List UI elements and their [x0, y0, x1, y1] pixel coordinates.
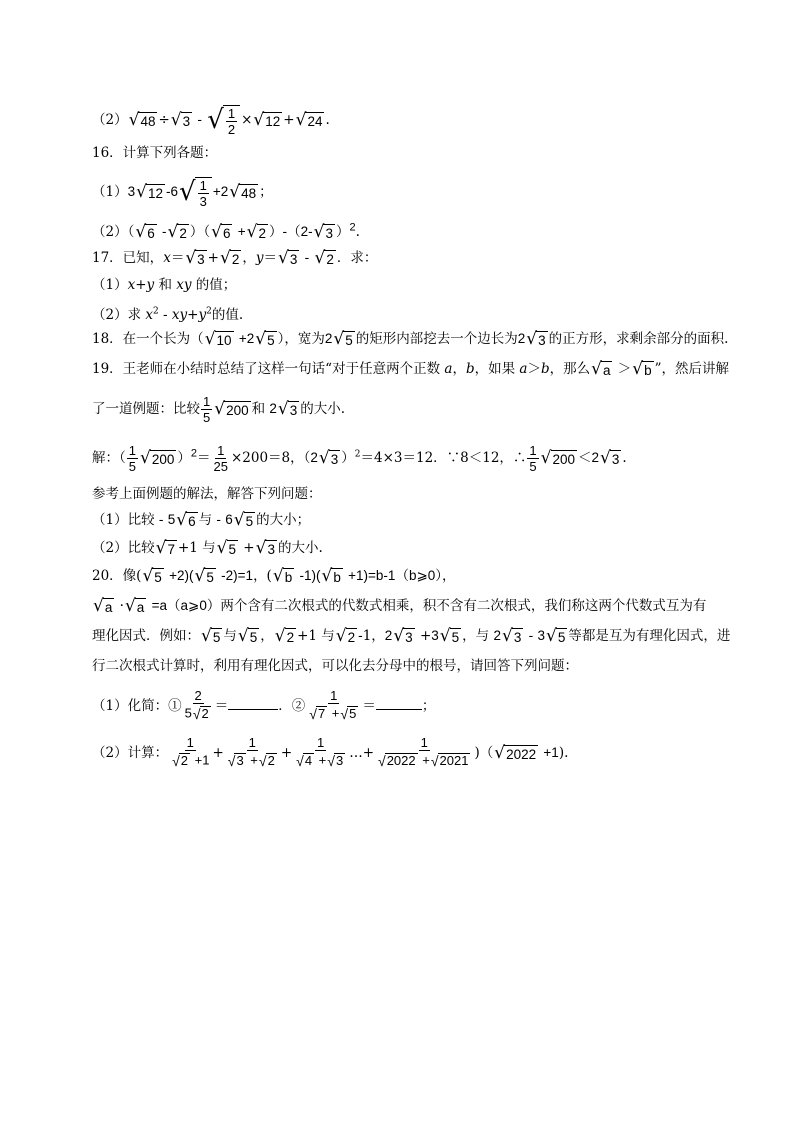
q19-part1: （1）比较 - 5 √ 6 与 - 6 √ 5 的大小；	[92, 510, 311, 530]
q20-blank-1[interactable]	[228, 697, 278, 710]
q20-line1: 20．像( √ 5 +2)( √ 5 -2)=1，( √ b -1)( √ b +1)=b-1（b⩾0），	[92, 566, 456, 586]
q19-solution: 解：（ $\frac{1}{5}$ √ 200 ）$^2$＝ $\frac{1}{25}$ ×200＝8，（2 √ 3 ）$^2$＝4×3＝12．∵8＜12，∴ $\frac{1}{5}$ √ 200 ＜2 √ 3 .	[92, 443, 627, 474]
q20-line3: 理化因式．例如： √ 5 与 √ 5 ， √ 2 +1 与 √ 2 -1，2 √ 3 +3 √ 5 ，与 2 √ 3 - 3 √ 5 等都是互为有理化因式，进	[92, 626, 731, 646]
q17-title: 17．已知，x＝ √ 3 + √ 2 ，y＝ √ 3 - √ 2 ．求：	[92, 248, 378, 268]
q16-title: 16．计算下列各题：	[92, 145, 218, 161]
q20-blank-2[interactable]	[376, 697, 422, 710]
q20-line4: 行二次根式计算时，利用有理化因式，可以化去分母中的根号，请回答下列问题：	[92, 658, 578, 674]
q20-part1: （1）化简：① 2 5 √ 2 ＝ ．② 1 √ 7 + √ 5 ＝ ；	[92, 688, 436, 722]
q20-part2: （2）计算： 1 √ 2 +1 + 1 √ 3 + √ 2 + 1 √ 4 + √ 3 …+ 1 √ 2022 + √ 2021 )（ √ 2022 +1).	[92, 735, 569, 769]
q20-line2: √ a · √ a =a（a⩾0）两个含有二次根式的代数式相乘，积不含有二次根式，我们称这两个代数式互为有	[93, 596, 707, 616]
q16-part1: （1）3 √ 12 -6 √ $\frac{1}{3}$ +2 √ 48 ；	[92, 177, 273, 209]
q19-line2: 了一道例题：比较 $\frac{1}{5}$ √ 200 和 2 √ 3 的大小.	[92, 394, 346, 425]
q15-part2-rendered: （2） √ 48 ÷ √ 3 - √ $\frac{1}{2}$ × √ 12 + √ 24 .	[92, 105, 330, 137]
q17-part2: （2）求 $x^2 - xy+y^2$的值.	[92, 306, 244, 323]
q15-part2	[92, 103, 330, 137]
q19-line1: 19．王老师在小结时总结了这样一句话“对于任意两个正数 a，b，如果 a＞b，那么 √ a ＞ √ b ”，然后讲解	[92, 359, 730, 379]
q19-part2: （2）比较 √ 7 +1 与 √ 5 + √ 3 的大小.	[92, 538, 323, 558]
q16-part2: （2）（ √ 6 - √ 2 ）（ √ 6 + √ 2 ）-（2- √ 3 ）$^2$.	[92, 221, 360, 242]
q18-text: 18．在一个长为（ √ 10 +2 √ 5 ），宽为2 √ 5 的矩形内部挖去一个边长为2 √ 3 的正方形，求剩余部分的面积.	[92, 329, 729, 349]
q19-reference: 参考上面例题的解法，解答下列问题：	[92, 486, 322, 502]
q17-part1: （1）x+y 和 xy 的值；	[92, 277, 237, 293]
